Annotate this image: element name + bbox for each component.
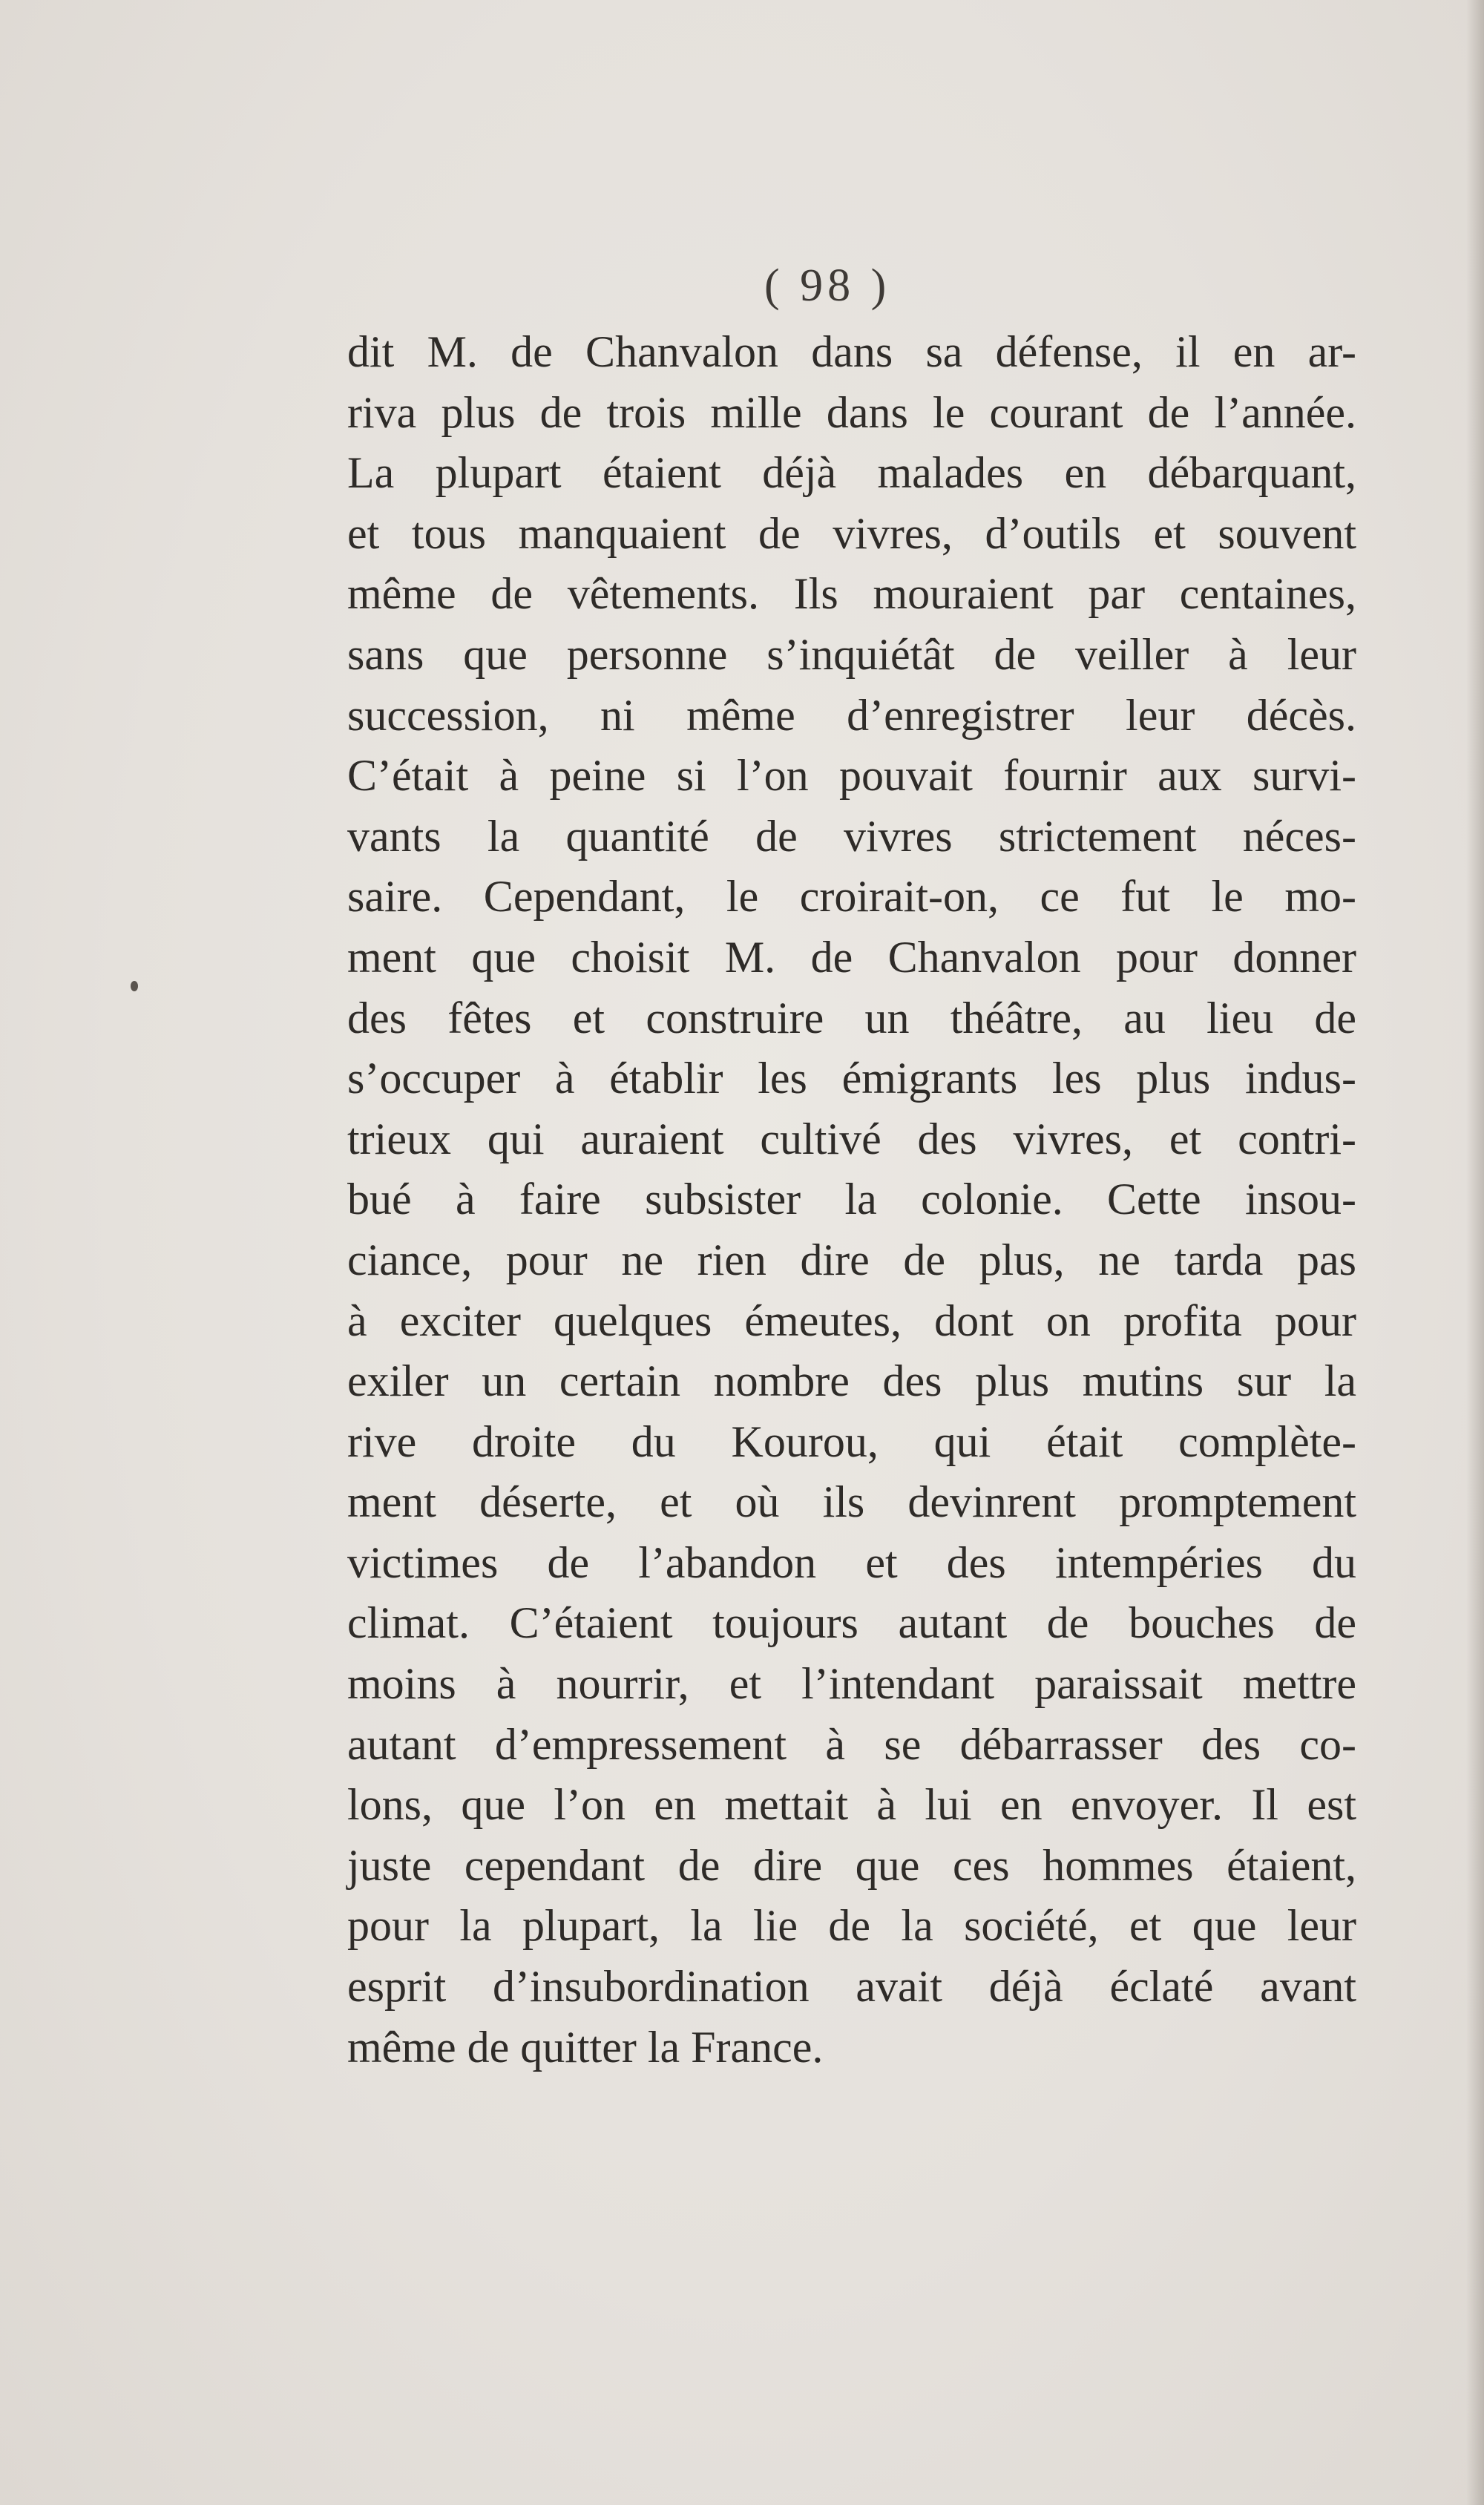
page-edge-shadow xyxy=(1466,0,1484,2505)
page-number: ( 98 ) xyxy=(764,260,891,311)
ink-speck xyxy=(131,981,138,991)
text-line: moins à nourrir, et l’intendant paraissait mettre xyxy=(347,1659,1356,1709)
text-line: riva plus de trois mille dans le courant de l’année. xyxy=(347,387,1356,437)
text-line: esprit d’insubordination avait déjà éclaté avant xyxy=(347,1962,1356,2012)
text-line: juste cependant de dire que ces hommes étaient, xyxy=(347,1840,1356,1890)
text-line: climat. C’étaient toujours autant de bouches de xyxy=(347,1598,1356,1648)
text-line: exiler un certain nombre des plus mutins sur la xyxy=(347,1356,1356,1406)
text-line: saire. Cependant, le croirait-on, ce fut le mo- xyxy=(347,872,1356,922)
text-line: s’occuper à établir les émigrants les plus indus- xyxy=(347,1054,1356,1103)
text-line: des fêtes et construire un théâtre, au lieu de xyxy=(347,993,1356,1043)
text-line: ment déserte, et où ils devinrent promptement xyxy=(347,1477,1356,1527)
text-line: lons, que l’on en mettait à lui en envoyer. Il est xyxy=(347,1780,1356,1830)
text-line: dit M. de Chanvalon dans sa défense, il en ar- xyxy=(347,327,1356,376)
text-line: autant d’empressement à se débarrasser des co- xyxy=(347,1719,1356,1769)
text-line: rive droite du Kourou, qui était complète- xyxy=(347,1416,1356,1466)
text-line: ment que choisit M. de Chanvalon pour donner xyxy=(347,932,1356,982)
text-line: succession, ni même d’enregistrer leur décès. xyxy=(347,690,1356,740)
body-text xyxy=(347,322,1356,2078)
text-line: victimes de l’abandon et des intempéries du xyxy=(347,1537,1356,1587)
text-line: et tous manquaient de vivres, d’outils et souvent xyxy=(347,508,1356,558)
text-line: La plupart étaient déjà malades en débarquant, xyxy=(347,448,1356,498)
text-line: même de vêtements. Ils mouraient par centaines, xyxy=(347,569,1356,619)
text-line: vants la quantité de vivres strictement néces- xyxy=(347,811,1356,861)
text-line: ciance, pour ne rien dire de plus, ne tarda pas xyxy=(347,1235,1356,1284)
text-line: même de quitter la France. xyxy=(347,2022,824,2072)
text-line: pour la plupart, la lie de la société, et que leur xyxy=(347,1901,1356,1951)
text-line: bué à faire subsister la colonie. Cette insou- xyxy=(347,1175,1356,1224)
text-line: sans que personne s’inquiétât de veiller à leur xyxy=(347,629,1356,679)
text-line: à exciter quelques émeutes, dont on profita pour xyxy=(347,1296,1356,1345)
text-line: trieux qui auraient cultivé des vivres, et contri- xyxy=(347,1114,1356,1163)
text-line: C’était à peine si l’on pouvait fournir aux survi- xyxy=(347,751,1356,801)
